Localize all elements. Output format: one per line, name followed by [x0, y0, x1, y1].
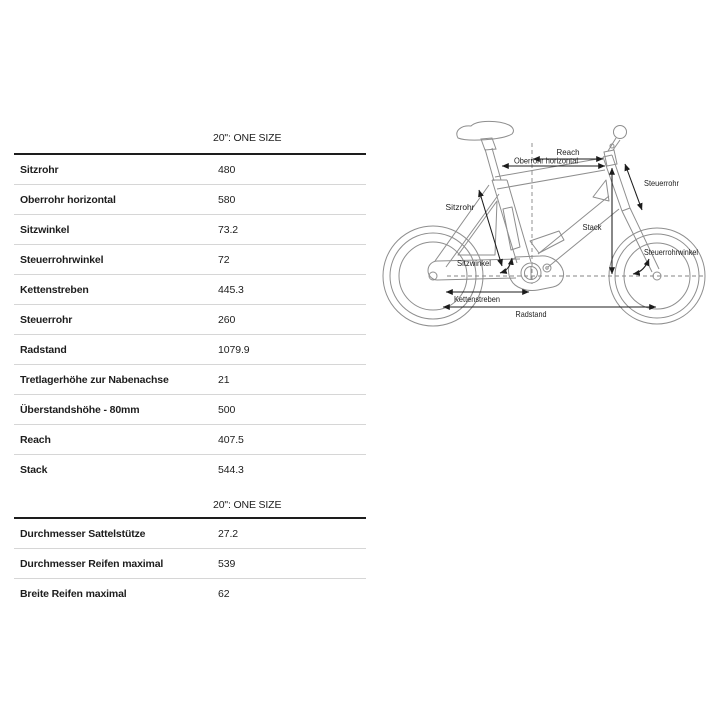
table-row [14, 305, 366, 335]
row-value: 21 [218, 373, 230, 386]
row-label: Steuerrohr [20, 313, 73, 326]
row-value: 27.2 [218, 527, 239, 540]
row-value: 62 [218, 587, 230, 600]
row-label: Tretlagerhöhe zur Nabenachse [20, 373, 169, 386]
row-label: Reach [20, 433, 51, 446]
sitzrohr-label: Sitzrohr [445, 202, 475, 212]
down-tube [530, 180, 619, 267]
radstand-label: Radstand [515, 309, 547, 319]
row-label: Sitzrohr [20, 163, 59, 176]
stack-label: Stack [582, 222, 603, 232]
table-row [14, 455, 366, 484]
row-label: Steuerrohrwinkel [20, 253, 104, 266]
dimension-labels [446, 147, 699, 319]
row-label: Oberrohr horizontal [20, 193, 116, 206]
row-label: Radstand [20, 343, 67, 356]
bike-geometry-diagram [380, 105, 720, 340]
table-row [14, 549, 366, 579]
row-label: Breite Reifen maximal [20, 587, 127, 600]
row-value: 539 [218, 557, 236, 570]
table-row [14, 275, 366, 305]
row-value: 260 [218, 313, 236, 326]
kettenstreben-label: Kettenstreben [454, 294, 501, 304]
sitzwinkel-label: Sitzwinkel [457, 258, 492, 268]
row-value: 72 [218, 253, 230, 266]
table-row [14, 245, 366, 275]
table-row [14, 425, 366, 455]
table-row [14, 365, 366, 395]
fork [622, 208, 659, 272]
row-value: 544.3 [218, 463, 244, 476]
row-value: 580 [218, 193, 236, 206]
steuerrohr-arrow [625, 164, 642, 210]
steuerrohrwinkel-label: Steuerrohrwinkel [644, 247, 699, 257]
row-value: 500 [218, 403, 236, 416]
spec-tables [14, 128, 366, 608]
row-value: 480 [218, 163, 236, 176]
size-header: 20": ONE SIZE [213, 132, 282, 144]
row-label: Stack [20, 463, 48, 476]
table-row [14, 155, 366, 185]
row-value: 445.3 [218, 283, 244, 296]
steuerrohr-label: Steuerrohr [644, 178, 680, 188]
handlebar-icon [604, 126, 627, 167]
oberrohr-label: Oberrohr horizontal [514, 155, 579, 166]
components-table-header [14, 484, 366, 519]
row-label: Durchmesser Reifen maximal [20, 557, 164, 570]
size-header: 20": ONE SIZE [213, 499, 282, 511]
row-value: 407.5 [218, 433, 244, 446]
reach-label: Reach [556, 147, 580, 157]
row-label: Kettenstreben [20, 283, 89, 296]
saddle-icon [457, 121, 514, 181]
table-row [14, 335, 366, 365]
table-row [14, 185, 366, 215]
table-row [14, 519, 366, 549]
geometry-table-header [14, 128, 366, 155]
row-value: 1079.9 [218, 343, 250, 356]
table-row [14, 579, 366, 608]
row-label: Sitzwinkel [20, 223, 70, 236]
row-label: Überstandshöhe - 80mm [20, 403, 140, 416]
row-label: Durchmesser Sattelstütze [20, 527, 146, 540]
table-row [14, 395, 366, 425]
table-row [14, 215, 366, 245]
bike-line-art [383, 121, 705, 326]
row-value: 73.2 [218, 223, 239, 236]
